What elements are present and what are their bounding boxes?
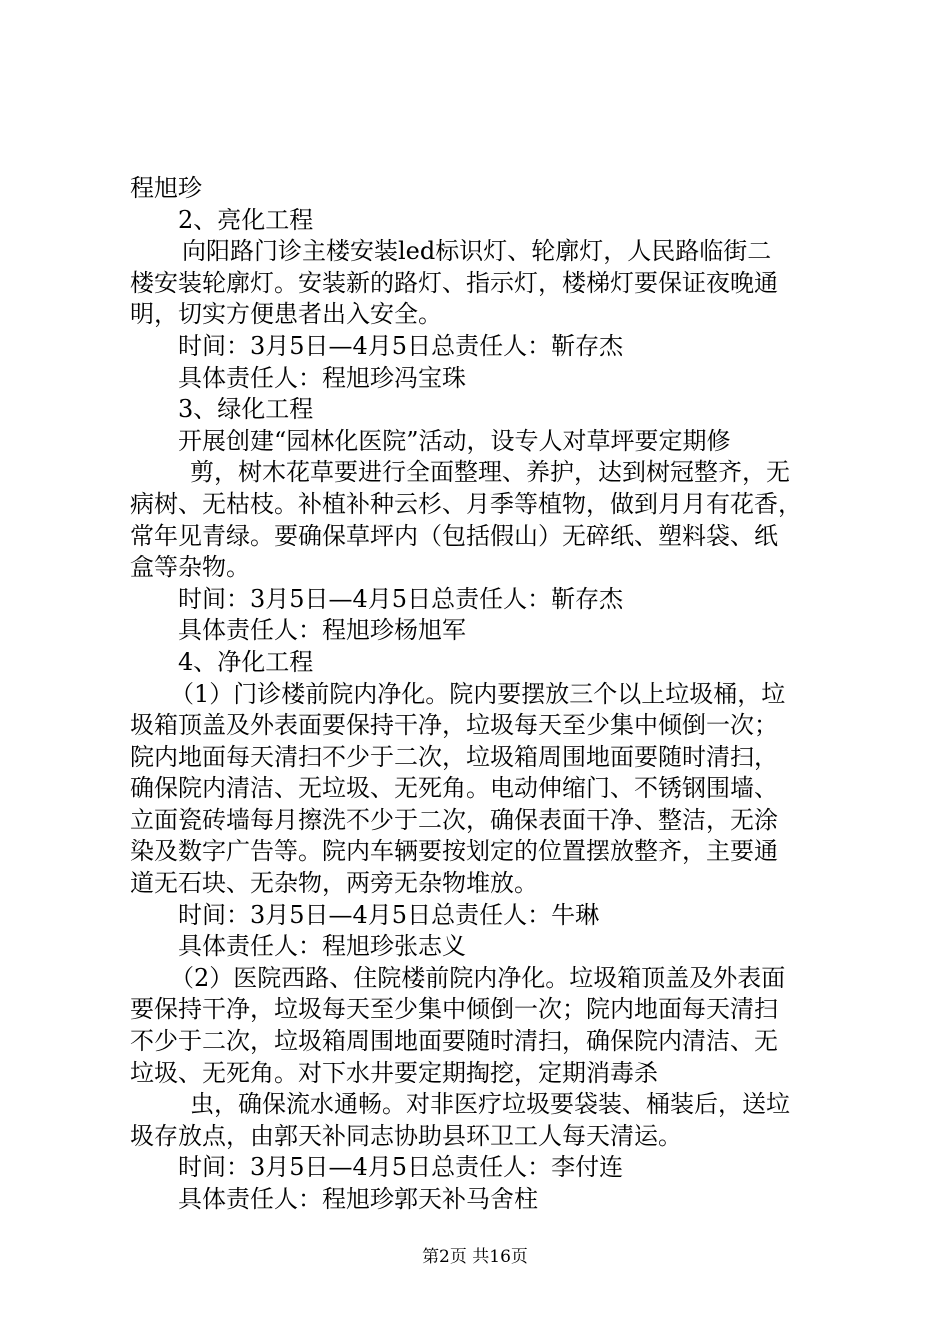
text-line: 染及数字广告等。院内车辆要按划定的位置摆放整齐，主要通 bbox=[130, 837, 778, 866]
text-line: 开展创建“园林化医院”活动，设专人对草坪要定期修 bbox=[178, 426, 731, 455]
text-line: 剪，树木花草要进行全面整理、养护，达到树冠整齐，无 bbox=[190, 458, 790, 487]
responsible-line: 具体责任人：程旭珍张志义 bbox=[178, 932, 466, 961]
page-number-footer: 第2页 共16页 bbox=[422, 1247, 528, 1267]
text-line: 院内地面每天清扫不少于二次，垃圾箱周围地面要随时清扫， bbox=[130, 742, 778, 771]
text-line: （1）门诊楼前院内净化。院内要摆放三个以上垃圾桶，垃 bbox=[170, 679, 786, 708]
document-body bbox=[130, 173, 835, 1216]
schedule-line: 时间：3月5日—4月5日总责任人：李付连 bbox=[178, 1153, 624, 1182]
text-line: 虫，确保流水通畅。对非医疗垃圾要袋装、桶装后，送垃 bbox=[190, 1090, 790, 1119]
schedule-line: 时间：3月5日—4月5日总责任人：牛琳 bbox=[178, 900, 600, 929]
text-line: 要保持干净，垃圾每天至少集中倾倒一次；院内地面每天清扫 bbox=[130, 995, 778, 1024]
text-line: 盒等杂物。 bbox=[130, 553, 250, 582]
text-line: 病树、无枯枝。补植补种云杉、月季等植物，做到月月有花香， bbox=[130, 489, 802, 518]
schedule-line: 时间：3月5日—4月5日总责任人：靳存杰 bbox=[178, 584, 624, 613]
text-line: 垃圾、无死角。对下水井要定期掏挖，定期消毒杀 bbox=[130, 1058, 658, 1087]
text-line: 向阳路门诊主楼安装led标识灯、轮廓灯，人民路临街二 bbox=[182, 237, 772, 266]
text-line: 程旭珍 bbox=[130, 174, 202, 202]
text-line: （2）医院西路、住院楼前院内净化。垃圾箱顶盖及外表面 bbox=[170, 963, 786, 992]
text-line: 不少于二次，垃圾箱周围地面要随时清扫，确保院内清洁、无 bbox=[130, 1027, 778, 1056]
text-line: 圾箱顶盖及外表面要保持干净，垃圾每天至少集中倾倒一次； bbox=[130, 711, 778, 740]
responsible-line: 具体责任人：程旭珍冯宝珠 bbox=[178, 363, 466, 392]
text-line: 常年见青绿。要确保草坪内（包括假山）无碎纸、塑料袋、纸 bbox=[130, 521, 778, 550]
text-line: 圾存放点，由郭天补同志协助县环卫工人每天清运。 bbox=[130, 1121, 682, 1150]
section-heading-cleaning: 4、净化工程 bbox=[178, 647, 314, 676]
text-line: 确保院内清洁、无垃圾、无死角。电动伸缩门、不锈钢围墙、 bbox=[130, 774, 778, 803]
schedule-line: 时间：3月5日—4月5日总责任人：靳存杰 bbox=[178, 331, 624, 360]
responsible-line: 具体责任人：程旭珍杨旭军 bbox=[178, 616, 466, 645]
section-heading-greening: 3、绿化工程 bbox=[178, 395, 314, 424]
responsible-line: 具体责任人：程旭珍郭天补马舍柱 bbox=[178, 1185, 538, 1213]
section-heading-lighting: 2、亮化工程 bbox=[178, 205, 314, 234]
text-line: 明，切实方便患者出入安全。 bbox=[130, 300, 442, 329]
text-line: 立面瓷砖墙每月擦洗不少于二次，确保表面干净、整洁，无涂 bbox=[130, 805, 778, 834]
text-line: 楼安装轮廓灯。安装新的路灯、指示灯，楼梯灯要保证夜晚通 bbox=[130, 268, 778, 297]
text-line: 道无石块、无杂物，两旁无杂物堆放。 bbox=[130, 869, 538, 898]
